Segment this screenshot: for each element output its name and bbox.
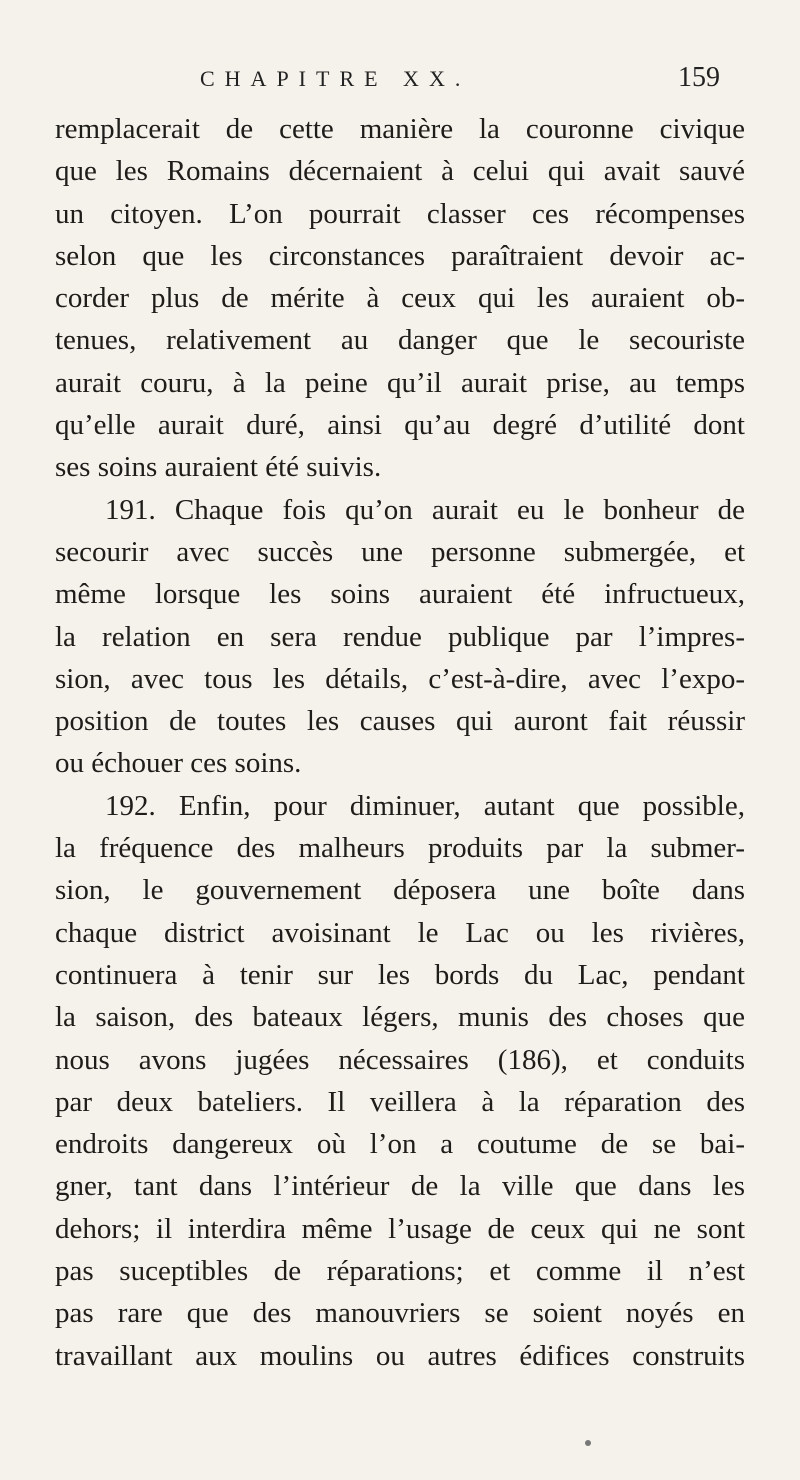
- paragraph-191-start: 191. Chaque fois qu’on aurait eu le bonheur de: [105, 493, 745, 526]
- text-line: qu’elle aurait duré, ainsi qu’au degré d’utilité dont: [55, 409, 745, 442]
- page-number: 159: [678, 62, 720, 93]
- text-line: que les Romains décernaient à celui qui avait sauvé: [55, 155, 745, 188]
- text-line: endroits dangereux où l’on a coutume de se bai-: [55, 1128, 745, 1161]
- text-line: sion, avec tous les détails, c’est-à-dire, avec l’expo-: [55, 662, 745, 695]
- text-body: [55, 108, 745, 1377]
- text-line: selon que les circonstances paraîtraient devoir ac-: [55, 239, 745, 272]
- text-line: un citoyen. L’on pourrait classer ces récompenses: [55, 197, 745, 230]
- text-line: corder plus de mérite à ceux qui les auraient ob-: [55, 282, 745, 315]
- text-line: la fréquence des malheurs produits par la submer-: [55, 832, 745, 865]
- text-line: la relation en sera rendue publique par l’impres-: [55, 620, 745, 653]
- text-line: pas rare que des manouvriers se soient noyés en: [55, 1297, 745, 1330]
- text-line: travaillant aux moulins ou autres édifices construits: [55, 1339, 745, 1372]
- text-line: pas suceptibles de réparations; et comme il n’est: [55, 1255, 745, 1288]
- text-line: tenues, relativement au danger que le secouriste: [55, 324, 745, 357]
- text-line: nous avons jugées nécessaires (186), et conduits: [55, 1043, 745, 1076]
- text-line: la saison, des bateaux légers, munis des choses que: [55, 1001, 745, 1034]
- running-head: CHAPITRE XX.: [200, 66, 471, 91]
- text-line: continuera à tenir sur les bords du Lac, pendant: [55, 958, 745, 991]
- text-line: remplacerait de cette manière la couronne civique: [55, 113, 745, 145]
- text-line: chaque district avoisinant le Lac ou les rivières,: [55, 916, 745, 949]
- text-line: ses soins auraient été suivis.: [55, 451, 382, 484]
- text-line: même lorsque les soins auraient été infructueux,: [55, 578, 745, 611]
- page-header: [200, 62, 720, 102]
- text-line: sion, le gouvernement déposera une boîte dans: [55, 874, 745, 907]
- text-line: position de toutes les causes qui auront fait réussir: [55, 705, 745, 738]
- text-line: gner, tant dans l’intérieur de la ville que dans les: [55, 1170, 745, 1203]
- text-line: dehors; il interdira même l’usage de ceux qui ne sont: [55, 1212, 745, 1245]
- paragraph-192-start: 192. Enfin, pour diminuer, autant que possible,: [105, 789, 745, 822]
- text-line: par deux bateliers. Il veillera à la réparation des: [55, 1085, 745, 1118]
- text-line: secourir avec succès une personne submergée, et: [55, 535, 745, 568]
- text-line: aurait couru, à la peine qu’il aurait prise, au temps: [55, 366, 745, 399]
- page-speck: [585, 1440, 591, 1446]
- text-line: ou échouer ces soins.: [55, 747, 302, 780]
